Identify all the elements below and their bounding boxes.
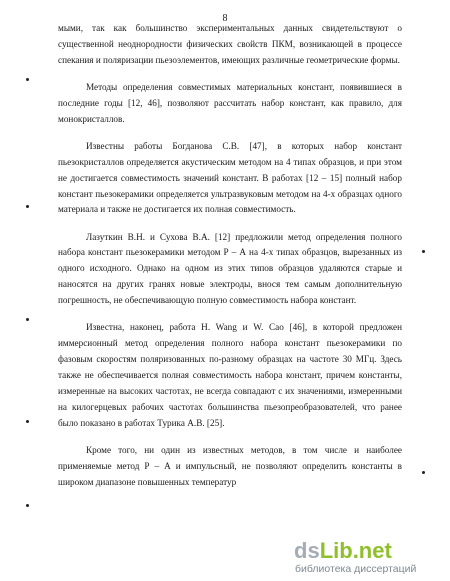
paragraph-1: мыми, так как большинство экспериментальных данных свидетельствуют о существенной неоднородности физических свойств ПКМ, возникающей в процессе спекания и поляризации пьезоэлементов, имеющих различные геометрические формы. — [58, 23, 402, 65]
scan-speck — [26, 318, 29, 321]
paragraph-4: Лазуткин В.Н. и Сухова В.А. [12] предложили метод определения полного набора констант пьезокерамики методом Р – А на 4-х типах образцов, вырезанных из одного исходного. Однако на одном из этих типов образцов удаляются старые и наносятся на других гранях новые электроды, внося тем самым дополнительную погрешность, не обеспечивающую полную совместимость набора констант. — [58, 231, 402, 306]
paragraph-6: Кроме того, ни один из известных методов, в том числе и наиболее применяемые метод Р – А и импульсный, не позволяют определить константы в широком диапазоне повышенных температур — [58, 444, 402, 487]
page-number: 8 — [222, 13, 228, 24]
dslib-logo-text: dsLib.net — [294, 538, 392, 563]
paragraph-5: Известна, наконец, работа H. Wang и W. Cao [46], в которой предложен иммерсионный метод определения полного набора констант пьезокерамики по фазовым скоростям поляризованных по-разному образцах на частоте 30 МГц. Здесь также не обеспечивается полная совместимость набора констант, причем константы, измеренные на высоких частотах, не всегда совпадают с их значениями, измеренными на килогерцевых рабочих частотах большинства пьезопреобразователей, что ранее было показано в работах Турика А.В. [25]. — [58, 322, 402, 428]
paragraph-2: Методы определения совместимых материальных констант, появившиеся в последние годы [12, 46], позволяют рассчитать набор констант, как правило, для монокристаллов. — [58, 81, 402, 124]
scan-speck — [26, 504, 29, 507]
dslib-subtitle: библиотека диссертаций — [295, 563, 417, 575]
scan-speck — [26, 205, 29, 208]
dslib-watermark-logo[interactable] — [294, 539, 444, 575]
page-body — [58, 21, 402, 502]
paragraph-3: Известны работы Богданова С.В. [47], в которых набор констант пьезокристаллов определяется акустическим методом на 4 типах образцов, и при этом не достигается совместимость значений констант. В работах [12 – 15] полный набор констант пьезокерамики определяется ультразвуковым методом на 4-х образцах одного материала и также не достигается их полная совместимость. — [58, 140, 402, 215]
scan-speck — [422, 250, 425, 253]
scan-speck — [26, 78, 29, 81]
scan-speck — [26, 420, 29, 423]
scan-speck — [422, 471, 425, 474]
